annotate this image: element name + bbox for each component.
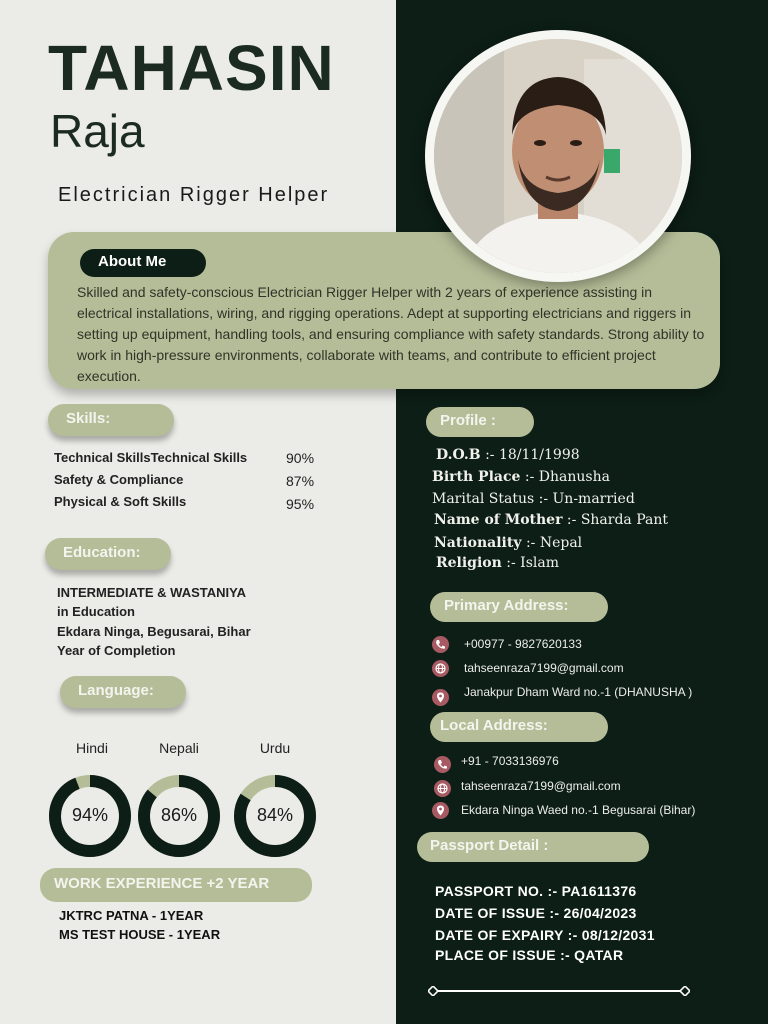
profile-value: :- Un-married (538, 491, 635, 507)
decorative-divider (428, 986, 690, 996)
passport-line: DATE OF EXPAIRY :- 08/12/2031 (435, 927, 655, 943)
profile-key: Nationality (434, 535, 522, 551)
skill-label: Physical & Soft Skills (54, 494, 187, 509)
local-phone: +91 - 7033136976 (461, 754, 559, 768)
education-line: in Education (57, 604, 135, 619)
person-portrait-icon (434, 39, 682, 273)
language-percent: 84% (256, 805, 294, 825)
phone-icon (434, 756, 451, 773)
education-line: Ekdara Ninga, Begusarai, Bihar (57, 624, 251, 639)
phone-icon (432, 636, 449, 653)
local-location: Ekdara Ninga Waed no.-1 Begusarai (Bihar) (461, 803, 696, 817)
work-line: MS TEST HOUSE - 1YEAR (59, 927, 221, 942)
profile-key: Birth Place (432, 469, 521, 485)
profile-value: :- Sharda Pant (566, 512, 669, 528)
language-heading: Language: (60, 676, 186, 708)
profile-key: Religion (436, 555, 502, 571)
primary-email: tahseenraza7199@gmail.com (464, 661, 624, 675)
local-email: tahseenraza7199@gmail.com (461, 779, 621, 793)
education-line: INTERMEDIATE & WASTANIYA (57, 585, 246, 600)
language-name: Nepali (159, 740, 199, 756)
language-percent: 86% (160, 805, 198, 825)
primary-location: Janakpur Dham Ward no.-1 (DHANUSHA ) (464, 685, 693, 699)
profile-row (434, 512, 668, 528)
primary-address-heading: Primary Address: (430, 592, 608, 622)
local-address-heading: Local Address: (430, 712, 608, 742)
skill-percent: 87% (286, 473, 315, 489)
work-experience-heading: WORK EXPERIENCE +2 YEAR (40, 868, 312, 902)
passport-line: PLACE OF ISSUE :- QATAR (435, 947, 624, 963)
skill-label: Technical SkillsTechnical Skills (54, 450, 248, 465)
profile-value: :- Dhanusha (524, 469, 610, 485)
profile-value: :- Nepal (525, 535, 583, 551)
job-title: Electrician Rigger Helper (58, 184, 330, 206)
profile-photo (434, 39, 682, 273)
profile-heading: Profile : (426, 407, 534, 437)
profile-key: Name of Mother (434, 512, 563, 528)
skill-percent: 90% (286, 450, 315, 466)
education-line: Year of Completion (57, 643, 176, 658)
language-percent: 94% (71, 805, 109, 825)
passport-line: PASSPORT NO. :- PA1611376 (435, 883, 637, 899)
first-name: TAHASIN (48, 32, 335, 104)
about-text: Skilled and safety-conscious Electrician Rigger Helper with 2 years of experience assisting in electrical installations, wiring, and rigging operations. Adept at supporting electricians and riggers in setting up equipment, handling tools, and ensuring compliance with safety standards. Strong ability to work in high-pressure environments, collaborate with teams, and contribute to efficient project execution. (77, 284, 705, 384)
profile-row (436, 555, 559, 571)
profile-row (432, 469, 610, 485)
work-line: JKTRC PATNA - 1YEAR (59, 908, 204, 923)
profile-row (434, 535, 582, 551)
language-name: Hindi (76, 740, 108, 756)
skill-label: Safety & Compliance (54, 472, 184, 487)
skill-percent: 95% (286, 496, 315, 512)
primary-phone: +00977 - 9827620133 (464, 637, 582, 651)
profile-row (436, 447, 580, 463)
profile-value: :- Islam (506, 555, 559, 571)
profile-key: D.O.B (436, 447, 481, 463)
profile-value: :- 18/11/1998 (485, 447, 580, 463)
profile-row (432, 491, 635, 507)
profile-key: Marital Status (432, 491, 535, 507)
language-name: Urdu (259, 740, 291, 756)
globe-icon (434, 780, 451, 797)
about-heading: About Me (80, 249, 206, 277)
globe-icon (432, 660, 449, 677)
skills-heading: Skills: (48, 404, 174, 436)
last-name: Raja (50, 105, 145, 157)
education-heading: Education: (45, 538, 171, 570)
passport-line: DATE OF ISSUE :- 26/04/2023 (435, 905, 637, 921)
location-pin-icon (432, 802, 449, 819)
passport-heading: Passport Detail : (417, 832, 649, 862)
location-pin-icon (432, 689, 449, 706)
